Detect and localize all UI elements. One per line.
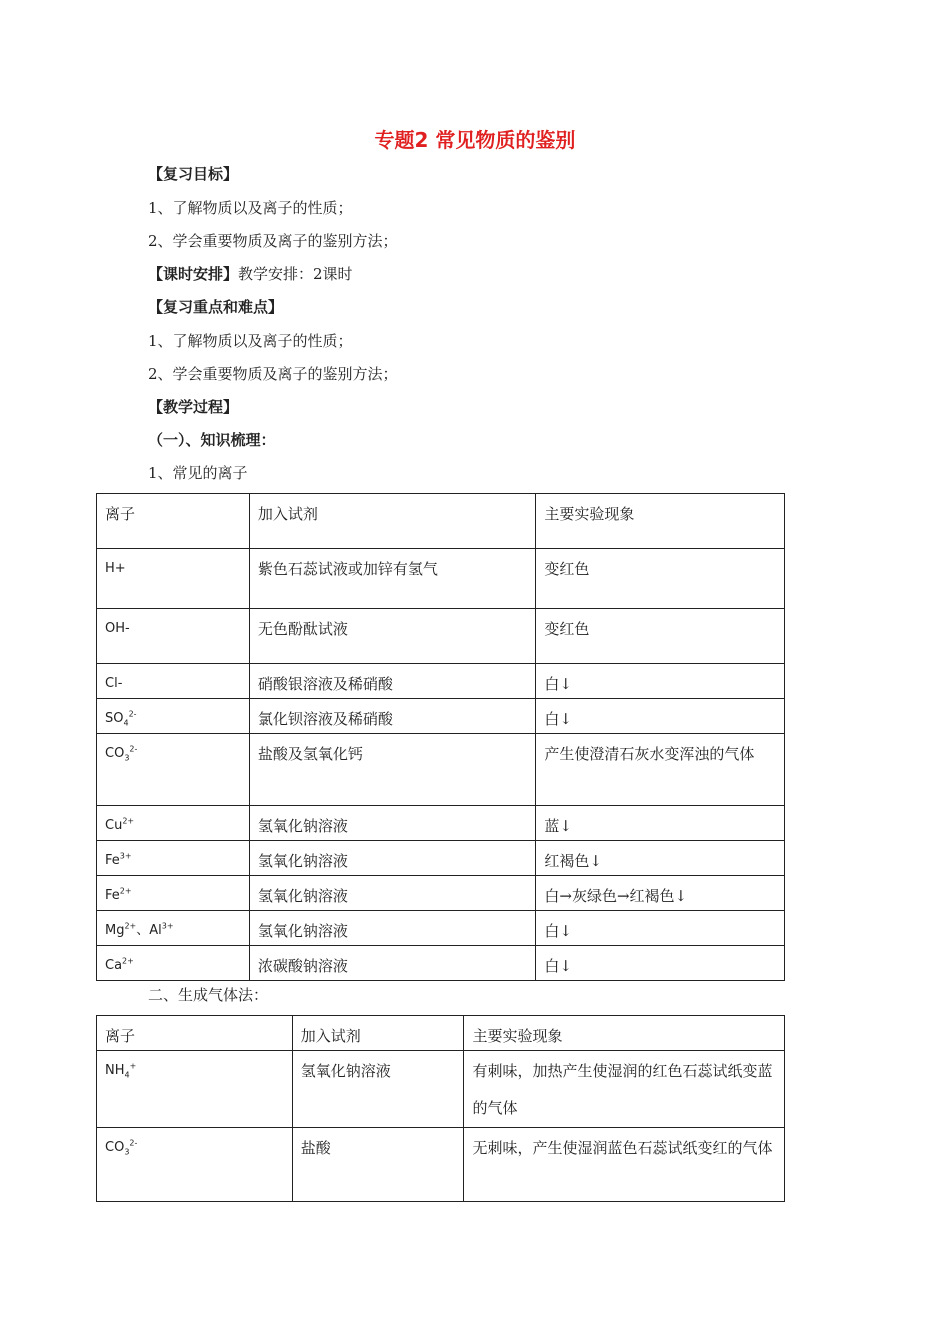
table-row [97,609,785,664]
reagent-cell: 氢氧化钠溶液 [249,876,536,911]
result-cell: 白→灰绿色→红褐色↓ [536,876,785,911]
ion-cell: $Mg^{2+}$、$Al^{3+}$ [97,911,250,946]
reagent-cell: 盐酸及氢氧化钙 [249,734,536,806]
goal-item-2: 2、学会重要物质及离子的鉴别方法； [148,232,398,250]
result-cell: 无刺味，产生使湿润蓝色石蕊试纸变红的气体 [464,1128,785,1202]
ion-cell: $Fe^{2+}$ [97,876,250,911]
ion-cell: OH- [97,609,250,664]
ion-cell: $Cu^{2+}$ [97,806,250,841]
heading-review-goals: 【复习目标】 [148,165,239,183]
table-row [97,806,785,841]
table1-caption: 1、常见的离子 [148,464,248,482]
ion-cell: $CO_3^{2-}$ [97,734,250,806]
header-result: 主要实验现象 [536,494,785,549]
table-row [97,699,785,734]
heading-teaching-process: 【教学过程】 [148,398,239,416]
result-cell: 白↓ [536,664,785,699]
page-title: 专题2 常见物质的鉴别 [374,128,576,152]
result-cell: 白↓ [536,946,785,981]
ion-cell: Cl- [97,664,250,699]
table-header-row [97,1016,785,1051]
result-cell: 白↓ [536,911,785,946]
result-cell: 变红色 [536,549,785,609]
table2-caption: 二、生成气体法： [148,986,269,1004]
ion-cell: $CO_3^{2-}$ [97,1128,293,1202]
table-row [97,1051,785,1128]
table-row [97,664,785,699]
reagent-cell: 无色酚酞试液 [249,609,536,664]
table-row [97,946,785,981]
header-result: 主要实验现象 [464,1016,785,1051]
result-cell: 有刺味，加热产生使湿润的红色石蕊试纸变蓝的气体 [464,1051,785,1128]
table-row [97,876,785,911]
ion-cell: $Ca^{2+}$ [97,946,250,981]
reagent-cell: 浓碳酸钠溶液 [249,946,536,981]
reagent-cell: 氢氧化钠溶液 [249,806,536,841]
table-row [97,1128,785,1202]
table-row [97,734,785,806]
result-cell: 红褐色↓ [536,841,785,876]
table-row [97,841,785,876]
reagent-cell: 氢氧化钠溶液 [249,911,536,946]
reagent-cell: 盐酸 [292,1128,464,1202]
table-header-row [97,494,785,549]
ion-cell: $NH_4^+$ [97,1051,293,1128]
reagent-cell: 氯化钡溶液及稀硝酸 [249,699,536,734]
header-ion: 离子 [97,1016,293,1051]
header-reagent: 加入试剂 [292,1016,464,1051]
key-point-2: 2、学会重要物质及离子的鉴别方法； [148,365,398,383]
reagent-cell: 硝酸银溶液及稀硝酸 [249,664,536,699]
header-reagent: 加入试剂 [249,494,536,549]
gas-table [96,1015,785,1202]
result-cell: 蓝↓ [536,806,785,841]
heading-key-points: 【复习重点和难点】 [148,298,284,316]
schedule-line [148,264,353,284]
ion-cell: $SO_4^{2-}$ [97,699,250,734]
ion-table [96,493,785,981]
header-ion: 离子 [97,494,250,549]
table-row [97,911,785,946]
result-cell: 产生使澄清石灰水变浑浊的气体 [536,734,785,806]
result-cell: 白↓ [536,699,785,734]
schedule-text: 教学安排：2课时 [238,265,353,283]
goal-item-1: 1、了解物质以及离子的性质； [148,199,353,217]
reagent-cell: 紫色石蕊试液或加锌有氢气 [249,549,536,609]
subheading-knowledge: （一）、知识梳理： [148,431,276,449]
ion-cell: H+ [97,549,250,609]
ion-cell: $Fe^{3+}$ [97,841,250,876]
table-row [97,549,785,609]
reagent-cell: 氢氧化钠溶液 [292,1051,464,1128]
result-cell: 变红色 [536,609,785,664]
heading-schedule: 【课时安排】 [148,265,239,283]
key-point-1: 1、了解物质以及离子的性质； [148,332,353,350]
reagent-cell: 氢氧化钠溶液 [249,841,536,876]
